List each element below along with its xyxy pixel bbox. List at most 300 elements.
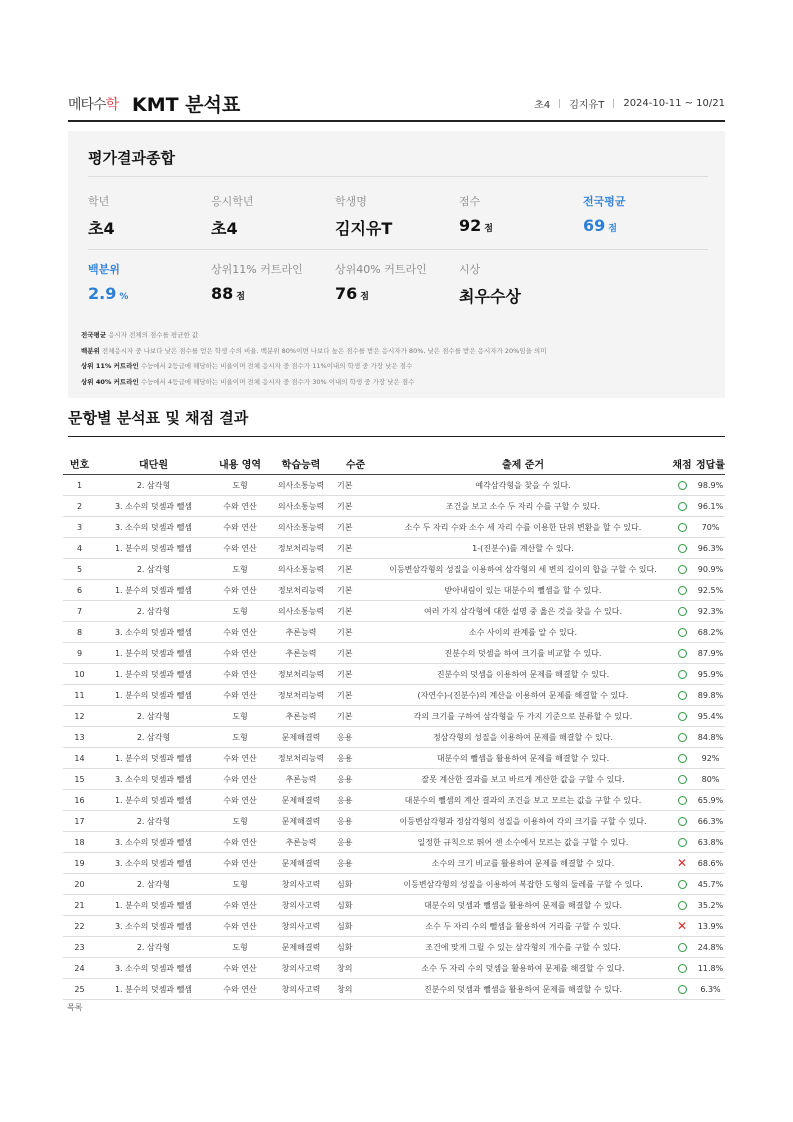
table-row bbox=[63, 979, 725, 1000]
cell-level: 기본 bbox=[333, 517, 378, 538]
cell-unit: 3. 소수의 덧셈과 뺄셈 bbox=[96, 832, 211, 853]
correct-circle-icon bbox=[678, 523, 687, 532]
cell-rate: 92.3% bbox=[696, 601, 725, 622]
table-row bbox=[63, 496, 725, 517]
cell-number: 5 bbox=[63, 559, 96, 580]
cell-mark bbox=[668, 559, 696, 580]
cell-rate: 63.8% bbox=[696, 832, 725, 853]
cell-rate: 80% bbox=[696, 769, 725, 790]
cell-number: 7 bbox=[63, 601, 96, 622]
correct-circle-icon bbox=[678, 565, 687, 574]
document-title: KMT 분석표 bbox=[132, 94, 241, 116]
meta-divider bbox=[559, 99, 560, 108]
correct-circle-icon bbox=[678, 649, 687, 658]
cell-rate: 35.2% bbox=[696, 895, 725, 916]
cell-number: 22 bbox=[63, 916, 96, 937]
cell-level: 응용 bbox=[333, 790, 378, 811]
cell-area: 수와 연산 bbox=[211, 685, 269, 706]
col-header-ability: 학습능력 bbox=[269, 453, 333, 475]
cell-area: 수와 연산 bbox=[211, 916, 269, 937]
footer-label: 목록 bbox=[67, 1003, 83, 1012]
cell-mark bbox=[668, 664, 696, 685]
table-row bbox=[63, 853, 725, 874]
cell-area: 도형 bbox=[211, 811, 269, 832]
cell-ability: 추론능력 bbox=[269, 643, 333, 664]
cell-area: 수와 연산 bbox=[211, 496, 269, 517]
col-header-area: 내용 영역 bbox=[211, 453, 269, 475]
cell-ability: 문제해결력 bbox=[269, 853, 333, 874]
cell-area: 수와 연산 bbox=[211, 790, 269, 811]
cell-level: 기본 bbox=[333, 643, 378, 664]
cell-criterion: 정삼각형의 성질을 이용하여 문제를 해결할 수 있다. bbox=[378, 727, 668, 748]
field-label: 응시학년 bbox=[211, 195, 254, 208]
col-header-level: 수준 bbox=[333, 453, 378, 475]
cell-unit: 1. 분수의 덧셈과 뺄셈 bbox=[96, 685, 211, 706]
cell-rate: 98.9% bbox=[696, 475, 725, 496]
cell-criterion: 소수 두 자리 수와 소수 세 자리 수를 이용한 단위 변환을 할 수 있다. bbox=[378, 517, 668, 538]
cell-criterion: 예각삼각형을 찾을 수 있다. bbox=[378, 475, 668, 496]
cell-criterion: 여러 가지 삼각형에 대한 설명 중 옳은 것을 찾을 수 있다. bbox=[378, 601, 668, 622]
cell-ability: 문제해결력 bbox=[269, 811, 333, 832]
meta-divider bbox=[613, 99, 614, 108]
table-row bbox=[63, 727, 725, 748]
cell-mark bbox=[668, 937, 696, 958]
correct-circle-icon bbox=[678, 985, 687, 994]
cell-unit: 3. 소수의 덧셈과 뺄셈 bbox=[96, 853, 211, 874]
cell-area: 수와 연산 bbox=[211, 748, 269, 769]
summary-divider bbox=[88, 249, 708, 250]
cell-number: 21 bbox=[63, 895, 96, 916]
cell-rate: 11.8% bbox=[696, 958, 725, 979]
cell-area: 수와 연산 bbox=[211, 895, 269, 916]
cell-ability: 창의사고력 bbox=[269, 895, 333, 916]
cell-number: 14 bbox=[63, 748, 96, 769]
cell-criterion: 각의 크기를 구하여 삼각형을 두 가지 기준으로 분류할 수 있다. bbox=[378, 706, 668, 727]
cell-mark bbox=[668, 874, 696, 895]
summary-panel bbox=[68, 131, 725, 398]
cell-level: 기본 bbox=[333, 622, 378, 643]
cell-number: 3 bbox=[63, 517, 96, 538]
header-meta bbox=[534, 96, 725, 111]
cell-criterion: 진분수의 덧셈을 이용하여 문제를 해결할 수 있다. bbox=[378, 664, 668, 685]
cell-level: 기본 bbox=[333, 706, 378, 727]
field-label: 점수 bbox=[459, 195, 481, 208]
cell-area: 도형 bbox=[211, 475, 269, 496]
cell-mark bbox=[668, 538, 696, 559]
cell-unit: 2. 삼각형 bbox=[96, 475, 211, 496]
header-student: 김지유T bbox=[569, 100, 605, 111]
cell-criterion: 소수 사이의 관계를 알 수 있다. bbox=[378, 622, 668, 643]
cell-level: 창의 bbox=[333, 958, 378, 979]
cell-criterion: (자연수)-(진분수)의 계산을 이용하여 문제를 해결할 수 있다. bbox=[378, 685, 668, 706]
cell-area: 도형 bbox=[211, 727, 269, 748]
cell-ability: 추론능력 bbox=[269, 706, 333, 727]
field-value: 92 점 bbox=[459, 216, 493, 235]
cell-level: 기본 bbox=[333, 496, 378, 517]
table-header-row bbox=[63, 453, 725, 475]
summary-title: 평가결과종합 bbox=[88, 149, 175, 167]
cell-level: 응용 bbox=[333, 853, 378, 874]
cell-level: 응용 bbox=[333, 832, 378, 853]
cell-area: 도형 bbox=[211, 559, 269, 580]
cell-number: 6 bbox=[63, 580, 96, 601]
cell-number: 19 bbox=[63, 853, 96, 874]
cell-number: 11 bbox=[63, 685, 96, 706]
field-top40-cutline bbox=[335, 261, 427, 303]
field-percentile bbox=[88, 261, 128, 303]
cell-ability: 정보처리능력 bbox=[269, 685, 333, 706]
cell-rate: 13.9% bbox=[696, 916, 725, 937]
cell-unit: 1. 분수의 덧셈과 뺄셈 bbox=[96, 580, 211, 601]
cell-area: 수와 연산 bbox=[211, 538, 269, 559]
cell-level: 기본 bbox=[333, 601, 378, 622]
table-row bbox=[63, 937, 725, 958]
cell-mark bbox=[668, 916, 696, 937]
cell-area: 수와 연산 bbox=[211, 769, 269, 790]
section-divider bbox=[68, 436, 725, 437]
cell-rate: 66.3% bbox=[696, 811, 725, 832]
cell-area: 수와 연산 bbox=[211, 517, 269, 538]
field-value: 초4 bbox=[88, 219, 115, 238]
cell-rate: 45.7% bbox=[696, 874, 725, 895]
cell-criterion: 이등변삼각형의 성질을 이용하여 복잡한 도형의 둘레를 구할 수 있다. bbox=[378, 874, 668, 895]
cell-rate: 96.1% bbox=[696, 496, 725, 517]
cell-ability: 의사소통능력 bbox=[269, 517, 333, 538]
field-value: 2.9 % bbox=[88, 284, 129, 303]
cell-area: 수와 연산 bbox=[211, 979, 269, 1000]
cell-ability: 창의사고력 bbox=[269, 958, 333, 979]
table-row bbox=[63, 748, 725, 769]
cell-unit: 1. 분수의 덧셈과 뺄셈 bbox=[96, 790, 211, 811]
cell-ability: 의사소통능력 bbox=[269, 559, 333, 580]
cell-criterion: 소수 두 자리 수의 덧셈을 활용하여 문제를 해결할 수 있다. bbox=[378, 958, 668, 979]
field-value: 김지유T bbox=[335, 219, 393, 238]
correct-circle-icon bbox=[678, 775, 687, 784]
report-header bbox=[68, 88, 725, 122]
col-header-criterion: 출제 준거 bbox=[378, 453, 668, 475]
field-award bbox=[459, 261, 521, 307]
cell-mark bbox=[668, 727, 696, 748]
table-row bbox=[63, 895, 725, 916]
table-row bbox=[63, 706, 725, 727]
cell-number: 24 bbox=[63, 958, 96, 979]
cell-ability: 문제해결력 bbox=[269, 727, 333, 748]
table-row bbox=[63, 601, 725, 622]
cell-ability: 창의사고력 bbox=[269, 874, 333, 895]
table-row bbox=[63, 559, 725, 580]
cell-level: 기본 bbox=[333, 538, 378, 559]
cell-area: 도형 bbox=[211, 601, 269, 622]
cell-rate: 84.8% bbox=[696, 727, 725, 748]
table-row bbox=[63, 832, 725, 853]
cell-rate: 89.8% bbox=[696, 685, 725, 706]
cell-mark bbox=[668, 706, 696, 727]
cell-rate: 24.8% bbox=[696, 937, 725, 958]
cell-unit: 1. 분수의 덧셈과 뺄셈 bbox=[96, 979, 211, 1000]
table-row bbox=[63, 475, 725, 496]
cell-ability: 추론능력 bbox=[269, 769, 333, 790]
cell-number: 15 bbox=[63, 769, 96, 790]
cell-unit: 1. 분수의 덧셈과 뺄셈 bbox=[96, 895, 211, 916]
correct-circle-icon bbox=[678, 502, 687, 511]
cell-level: 심화 bbox=[333, 937, 378, 958]
cell-mark bbox=[668, 958, 696, 979]
correct-circle-icon bbox=[678, 628, 687, 637]
cell-level: 응용 bbox=[333, 811, 378, 832]
cell-ability: 정보처리능력 bbox=[269, 748, 333, 769]
cell-ability: 추론능력 bbox=[269, 832, 333, 853]
summary-divider bbox=[88, 176, 708, 177]
field-value: 초4 bbox=[211, 219, 238, 238]
cell-number: 18 bbox=[63, 832, 96, 853]
correct-circle-icon bbox=[678, 586, 687, 595]
cell-mark bbox=[668, 685, 696, 706]
table-row bbox=[63, 580, 725, 601]
cell-number: 23 bbox=[63, 937, 96, 958]
table-row bbox=[63, 643, 725, 664]
incorrect-x-icon: ✕ bbox=[676, 919, 688, 933]
summary-notes bbox=[81, 328, 546, 390]
cell-level: 기본 bbox=[333, 559, 378, 580]
cell-criterion: 소수 두 자리 수의 뺄셈을 활용하여 거리를 구할 수 있다. bbox=[378, 916, 668, 937]
correct-circle-icon bbox=[678, 670, 687, 679]
field-student-name bbox=[335, 193, 392, 239]
cell-number: 16 bbox=[63, 790, 96, 811]
cell-area: 수와 연산 bbox=[211, 664, 269, 685]
cell-level: 응용 bbox=[333, 769, 378, 790]
correct-circle-icon bbox=[678, 901, 687, 910]
cell-criterion: 받아내림이 있는 대분수의 뺄셈을 할 수 있다. bbox=[378, 580, 668, 601]
table-row bbox=[63, 769, 725, 790]
cell-rate: 65.9% bbox=[696, 790, 725, 811]
cell-criterion: 일정한 규칙으로 뛰어 센 소수에서 모르는 값을 구할 수 있다. bbox=[378, 832, 668, 853]
cell-number: 25 bbox=[63, 979, 96, 1000]
cell-unit: 3. 소수의 덧셈과 뺄셈 bbox=[96, 916, 211, 937]
cell-mark bbox=[668, 748, 696, 769]
correct-circle-icon bbox=[678, 607, 687, 616]
table-row bbox=[63, 874, 725, 895]
table-row bbox=[63, 790, 725, 811]
field-national-average bbox=[583, 193, 626, 235]
cell-rate: 95.9% bbox=[696, 664, 725, 685]
cell-rate: 87.9% bbox=[696, 643, 725, 664]
note-line: 백분위 전체응시자 중 나보다 낮은 점수를 얻은 학생 수의 비율. 백분위 80%이면 나보다 높은 점수를 받은 응시자가 80%, 낮은 점수를 받은 응시자가 20%임을 의미 bbox=[81, 346, 547, 355]
cell-area: 수와 연산 bbox=[211, 580, 269, 601]
cell-rate: 92.5% bbox=[696, 580, 725, 601]
cell-level: 기본 bbox=[333, 664, 378, 685]
cell-unit: 2. 삼각형 bbox=[96, 601, 211, 622]
cell-area: 도형 bbox=[211, 706, 269, 727]
item-analysis-table bbox=[63, 453, 725, 1000]
cell-area: 도형 bbox=[211, 874, 269, 895]
table-row bbox=[63, 622, 725, 643]
cell-level: 기본 bbox=[333, 685, 378, 706]
cell-ability: 의사소통능력 bbox=[269, 475, 333, 496]
cell-number: 20 bbox=[63, 874, 96, 895]
field-label: 전국평균 bbox=[583, 195, 626, 208]
col-header-rate: 정답률 bbox=[696, 453, 725, 475]
field-value: 69 점 bbox=[583, 216, 617, 235]
cell-mark bbox=[668, 517, 696, 538]
correct-circle-icon bbox=[678, 733, 687, 742]
field-label: 시상 bbox=[459, 263, 481, 276]
field-value: 88 점 bbox=[211, 284, 245, 303]
cell-area: 수와 연산 bbox=[211, 958, 269, 979]
field-value: 76 점 bbox=[335, 284, 369, 303]
field-value: 최우수상 bbox=[459, 287, 521, 306]
cell-number: 1 bbox=[63, 475, 96, 496]
table-row bbox=[63, 916, 725, 937]
cell-number: 17 bbox=[63, 811, 96, 832]
cell-number: 13 bbox=[63, 727, 96, 748]
field-label: 상위11% 커트라인 bbox=[211, 263, 303, 276]
field-label: 학년 bbox=[88, 195, 110, 208]
cell-number: 2 bbox=[63, 496, 96, 517]
cell-mark bbox=[668, 475, 696, 496]
note-line: 상위 11% 커트라인 수능에서 2등급에 해당하는 비율이며 전체 응시자 중 점수가 11%이내의 학생 중 가장 낮은 점수 bbox=[81, 362, 413, 370]
cell-area: 수와 연산 bbox=[211, 622, 269, 643]
cell-criterion: 소수의 크기 비교를 활용하여 문제를 해결할 수 있다. bbox=[378, 853, 668, 874]
correct-circle-icon bbox=[678, 796, 687, 805]
correct-circle-icon bbox=[678, 691, 687, 700]
cell-ability: 문제해결력 bbox=[269, 937, 333, 958]
correct-circle-icon bbox=[678, 817, 687, 826]
correct-circle-icon bbox=[678, 943, 687, 952]
cell-mark bbox=[668, 811, 696, 832]
cell-unit: 3. 소수의 덧셈과 뺄셈 bbox=[96, 496, 211, 517]
cell-criterion: 이등변삼각형의 성질을 이용하여 삼각형의 세 변의 길이의 합을 구할 수 있다. bbox=[378, 559, 668, 580]
cell-criterion: 대분수의 뺄셈을 활용하여 문제를 해결할 수 있다. bbox=[378, 748, 668, 769]
cell-number: 9 bbox=[63, 643, 96, 664]
field-label: 상위40% 커트라인 bbox=[335, 263, 427, 276]
cell-mark bbox=[668, 496, 696, 517]
cell-rate: 70% bbox=[696, 517, 725, 538]
cell-level: 기본 bbox=[333, 580, 378, 601]
cell-ability: 의사소통능력 bbox=[269, 601, 333, 622]
cell-ability: 정보처리능력 bbox=[269, 538, 333, 559]
field-exam-grade bbox=[211, 193, 254, 239]
col-header-mark: 채점 bbox=[668, 453, 696, 475]
cell-criterion: 잘못 계산한 결과를 보고 바르게 계산한 값을 구할 수 있다. bbox=[378, 769, 668, 790]
cell-criterion: 대분수의 덧셈과 뺄셈을 활용하여 문제를 해결할 수 있다. bbox=[378, 895, 668, 916]
cell-rate: 68.2% bbox=[696, 622, 725, 643]
cell-level: 응용 bbox=[333, 727, 378, 748]
cell-level: 응용 bbox=[333, 748, 378, 769]
cell-ability: 문제해결력 bbox=[269, 790, 333, 811]
cell-unit: 1. 분수의 덧셈과 뺄셈 bbox=[96, 538, 211, 559]
cell-unit: 1. 분수의 덧셈과 뺄셈 bbox=[96, 664, 211, 685]
table-row bbox=[63, 517, 725, 538]
cell-area: 수와 연산 bbox=[211, 832, 269, 853]
cell-unit: 2. 삼각형 bbox=[96, 937, 211, 958]
field-top11-cutline bbox=[211, 261, 303, 303]
cell-unit: 2. 삼각형 bbox=[96, 811, 211, 832]
field-grade bbox=[88, 193, 115, 239]
correct-circle-icon bbox=[678, 712, 687, 721]
cell-criterion: 진분수의 덧셈을 하여 크기를 비교할 수 있다. bbox=[378, 643, 668, 664]
cell-rate: 90.9% bbox=[696, 559, 725, 580]
cell-ability: 추론능력 bbox=[269, 622, 333, 643]
col-header-number: 번호 bbox=[63, 453, 96, 475]
cell-mark bbox=[668, 895, 696, 916]
correct-circle-icon bbox=[678, 481, 687, 490]
section-title: 문항별 분석표 및 채점 결과 bbox=[68, 409, 249, 427]
col-header-unit: 대단원 bbox=[96, 453, 211, 475]
cell-number: 10 bbox=[63, 664, 96, 685]
cell-mark bbox=[668, 832, 696, 853]
cell-level: 기본 bbox=[333, 475, 378, 496]
field-label: 백분위 bbox=[88, 263, 120, 276]
cell-number: 12 bbox=[63, 706, 96, 727]
cell-level: 심화 bbox=[333, 895, 378, 916]
cell-criterion: 조건을 보고 소수 두 자리 수를 구할 수 있다. bbox=[378, 496, 668, 517]
header-period: 2024-10-11 ~ 10/21 bbox=[623, 98, 725, 109]
cell-rate: 6.3% bbox=[696, 979, 725, 1000]
cell-criterion: 대분수의 뺄셈의 계산 결과의 조건을 보고 모르는 값을 구할 수 있다. bbox=[378, 790, 668, 811]
cell-number: 4 bbox=[63, 538, 96, 559]
cell-area: 수와 연산 bbox=[211, 853, 269, 874]
cell-unit: 2. 삼각형 bbox=[96, 874, 211, 895]
table-row bbox=[63, 811, 725, 832]
cell-unit: 2. 삼각형 bbox=[96, 559, 211, 580]
note-line: 전국평균 응시자 전체의 점수를 평균한 값 bbox=[81, 331, 199, 339]
cell-criterion: 이등변삼각형과 정삼각형의 성질을 이용하여 각의 크기를 구할 수 있다. bbox=[378, 811, 668, 832]
cell-rate: 68.6% bbox=[696, 853, 725, 874]
brand-logo: 메타수학 bbox=[68, 97, 119, 113]
note-line: 상위 40% 커트라인 수능에서 4등급에 해당하는 비율이며 전체 응시자 중 점수가 30% 이내의 학생 중 가장 낮은 점수 bbox=[81, 377, 415, 386]
cell-ability: 정보처리능력 bbox=[269, 580, 333, 601]
cell-area: 수와 연산 bbox=[211, 643, 269, 664]
table-row bbox=[63, 685, 725, 706]
cell-mark bbox=[668, 769, 696, 790]
cell-mark bbox=[668, 601, 696, 622]
table-row bbox=[63, 538, 725, 559]
field-label: 학생명 bbox=[335, 195, 367, 208]
incorrect-x-icon: ✕ bbox=[676, 856, 688, 870]
correct-circle-icon bbox=[678, 880, 687, 889]
cell-ability: 창의사고력 bbox=[269, 916, 333, 937]
cell-unit: 3. 소수의 덧셈과 뺄셈 bbox=[96, 769, 211, 790]
correct-circle-icon bbox=[678, 964, 687, 973]
cell-criterion: 1-(진분수)를 계산할 수 있다. bbox=[378, 538, 668, 559]
correct-circle-icon bbox=[678, 838, 687, 847]
cell-area: 도형 bbox=[211, 937, 269, 958]
cell-criterion: 조건에 맞게 그릴 수 있는 삼각형의 개수를 구할 수 있다. bbox=[378, 937, 668, 958]
table-row bbox=[63, 958, 725, 979]
cell-ability: 창의사고력 bbox=[269, 979, 333, 1000]
cell-unit: 1. 분수의 덧셈과 뺄셈 bbox=[96, 643, 211, 664]
cell-mark bbox=[668, 580, 696, 601]
cell-ability: 정보처리능력 bbox=[269, 664, 333, 685]
header-grade: 초4 bbox=[534, 100, 551, 111]
cell-unit: 1. 분수의 덧셈과 뺄셈 bbox=[96, 748, 211, 769]
cell-unit: 2. 삼각형 bbox=[96, 727, 211, 748]
correct-circle-icon bbox=[678, 544, 687, 553]
cell-level: 창의 bbox=[333, 979, 378, 1000]
cell-mark bbox=[668, 979, 696, 1000]
table-row bbox=[63, 664, 725, 685]
correct-circle-icon bbox=[678, 754, 687, 763]
cell-mark bbox=[668, 622, 696, 643]
cell-rate: 92% bbox=[696, 748, 725, 769]
cell-unit: 3. 소수의 덧셈과 뺄셈 bbox=[96, 958, 211, 979]
cell-level: 심화 bbox=[333, 874, 378, 895]
cell-mark bbox=[668, 790, 696, 811]
cell-rate: 95.4% bbox=[696, 706, 725, 727]
cell-mark bbox=[668, 853, 696, 874]
cell-unit: 2. 삼각형 bbox=[96, 706, 211, 727]
cell-criterion: 진분수의 덧셈과 뺄셈을 활용하여 문제를 해결할 수 있다. bbox=[378, 979, 668, 1000]
